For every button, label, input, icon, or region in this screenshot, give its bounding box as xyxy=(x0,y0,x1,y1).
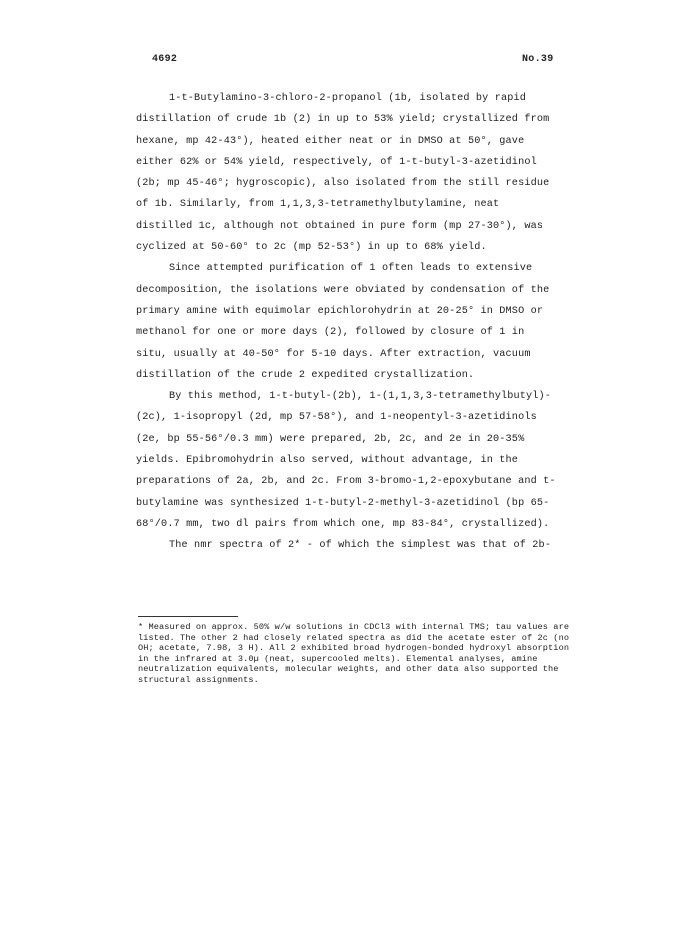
issue-number: No.39 xyxy=(522,54,554,65)
page-number: 4692 xyxy=(152,54,178,65)
paragraph-3: By this method, 1-t-butyl-(2b), 1-(1,1,3,3-tetramethylbutyl)-(2c), 1-isopropyl (2d, mp 57-58°), and 1-neopentyl-3-azetidinols (2e, bp 55-56°/0.3 mm) were prepared, 2b, 2c, and 2e in 20-35% yields. Epibromohydrin also served, without advantage, in the preparations of 2a, 2b, and 2c. From 3-bromo-1,2-epoxybutane and t-butylamine was synthesized 1-t-butyl-2-methyl-3-azetidinol (bp 65-68°/0.7 mm, two dl pairs from which one, mp 83-84°, crystallized). xyxy=(136,391,556,530)
footnote-text: * Measured on approx. 50% w/w solutions in CDCl3 with internal TMS; tau values are listed. The other 2 had closely related spectra as did the acetate ester of 2c (no OH; acetate, 7.98, 3 H). All 2 exhibited broad hydrogen-bonded hydroxyl absorption in the infrared at 3.0µ (neat, supercooled melts). Elemental analyses, amine neutralization equivalents, molecular weights, and other data also supported the structural assignments. xyxy=(138,622,570,685)
footnote-rule xyxy=(138,616,238,617)
footnote xyxy=(138,622,570,686)
paragraph-2: Since attempted purification of 1 often leads to extensive decomposition, the isolations were obviated by condensation of the primary amine with equimolar epichlorohydrin at 20-25° in DMSO or methanol for one or more days (2), followed by closure of 1 in situ, usually at 40-50° for 5-10 days. After extraction, vacuum distillation of the crude 2 expedited crystallization. xyxy=(136,263,550,381)
body-text xyxy=(136,88,556,557)
paragraph-1: 1-t-Butylamino-3-chloro-2-propanol (1b, isolated by rapid distillation of crude 1b (2) in up to 53% yield; crystallized from hexane, mp 42-43°), heated either neat or in DMSO at 50°, gave either 62% or 54% yield, respectively, of 1-t-butyl-3-azetidinol (2b; mp 45-46°; hygroscopic), also isolated from the still residue of 1b. Similarly, from 1,1,3,3-tetramethylbutylamine, neat distilled 1c, although not obtained in pure form (mp 27-30°), was cyclized at 50-60° to 2c (mp 52-53°) in up to 68% yield. xyxy=(136,93,550,254)
paragraph-4: The nmr spectra of 2* - of which the simplest was that of 2b- xyxy=(169,540,552,552)
